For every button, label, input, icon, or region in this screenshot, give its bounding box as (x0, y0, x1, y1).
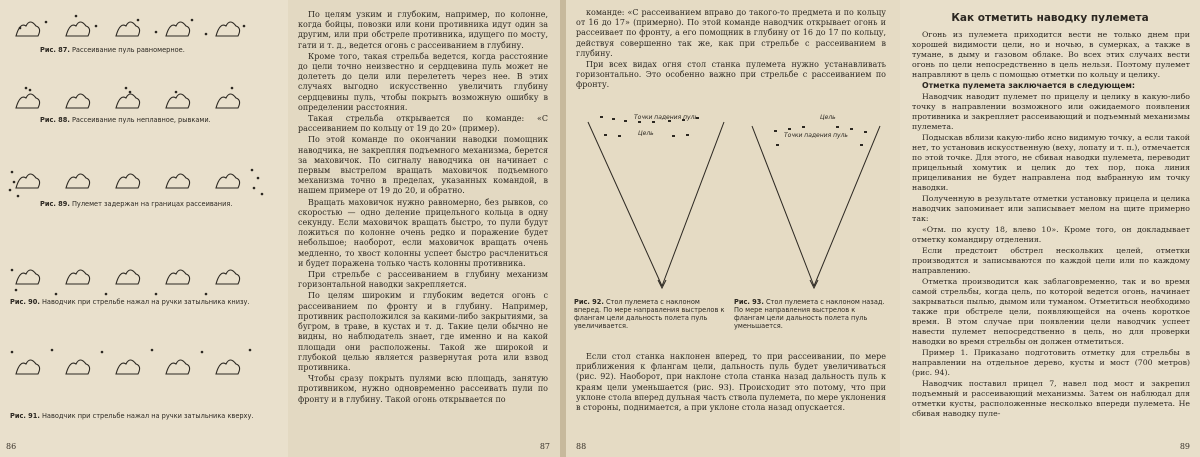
page-88 (566, 0, 900, 457)
text-column-87 (298, 10, 548, 406)
paragraph: При всех видах огня стол станка пулемета нужно устанавливать горизонтально. Это особенно важно при стрельбе с рассеиванием по фронту. (576, 60, 886, 90)
paragraph: «Отм. по кусту 18, влево 10». Кроме того, он докладывает отметку командиру отделения. (912, 225, 1190, 244)
figure-87 (6, 8, 286, 48)
page-number-89: 89 (1179, 442, 1190, 451)
page-number-86: 86 (6, 442, 17, 451)
page-number-88: 88 (576, 442, 587, 451)
caption-fig-92: Рис. 92. Стол пулемета с наклоном вперед. По мере направления выстрелов к флангам цели дальность полета пуль увеличивается. (574, 298, 725, 330)
page-number-87: 87 (539, 442, 550, 451)
paragraph: Вращать маховичок нужно равномерно, без рывков, со скоростью — одно деление прицельного кольца в одну секунду. Если маховичок вращать быстро, то пули будут ложиться по колонне очень редко и поражение будет небольшое; наоборот, если маховичок вращать очень медленно, то хвост колонны успеет быстро расчлениться и будет поражена только часть колонны противника. (298, 197, 548, 268)
paragraph: Огонь из пулемета приходится вести не только днем при хорошей видимости цели, но и ночью, в сумерках, а также в тумане, в дыму и газовом облаке. Во всех этих случаях вести огонь по цели непосредственно в цель нельзя. Поэтому пулемет направляют в цель с помощью отметки по кольцу и целику. (912, 30, 1190, 79)
figure-90 (6, 260, 286, 300)
paragraph: По целям широким и глубоким ведется огонь с рассеиванием по фронту и в глубину. Например, противник расположился за какими-либо закрытиями, за бугром, в траве, в кустах и т. д. Такие цели обычно не видны, но наблюдатель знает, где именно и на какой площади они расположены. Такой же широкой и глубокой целью является развернутая рота или взвод противника. (298, 291, 548, 372)
paragraph: команде: «С рассеиванием вправо до такого-то предмета и по кольцу от 16 до 17» (примерно). По этой команде наводчик открывает огонь и рассеивает по фронту, а его помощник в глубину от 16 до 17 по кольцу, действуя совершенно так же, как при стрельбе с рассеиванием в глубину. (576, 8, 886, 58)
paragraph: По этой команде по окончании наводки помощник наводчика, не закрепляя подъемного механизма, берется за маховичок. По сигналу наводчика он начинает с первым выстрелом вращать маховичок подъемного механизма точно в пределах, указанных командой, в нашем примере от 19 до 20, и обратно. (298, 135, 548, 196)
figure-88 (6, 78, 286, 118)
paragraph: При стрельбе с рассеиванием в глубину механизм горизонтальной наводки закрепляется. (298, 270, 548, 290)
text-column-88-bottom (576, 352, 886, 414)
paragraph: По целям узким и глубоким, например, по колонне, когда бойцы, повозки или кони противника идут один за другим, или при обстреле противника, идущего по мосту, гати и т. д., ведется огонь с рассеиванием в глубину. (298, 10, 548, 50)
paragraph: Кроме того, такая стрельба ведется, когда расстояние до цели точно неизвестно и сердцевина пуль может не долететь до цели или перелететь через нее. В этих случаях выгодно искусственно увеличить глубину сердцевины пуль, чтобы покрыть возможную ошибку в определении расстояния. (298, 51, 548, 112)
paragraph: Полученную в результате отметки установку прицела и целика наводчик запоминает или записывает мелом на щите примерно так: (912, 194, 1190, 223)
label-target-left: Цель (638, 130, 654, 137)
paragraph: Наводчик поставил прицел 7, навел под мост и закрепил подъемный и рассеивающий механизмы. Затем он наблюдал для отметки кусты, расположенные несколько впереди пулемета. Не сбивая наводку пуле- (912, 379, 1190, 418)
caption-fig-87: Рис. 87. Рассеивание пуль равномерное. (40, 46, 185, 54)
page-89 (900, 0, 1200, 457)
caption-fig-91: Рис. 91. Наводчик при стрельбе нажал на ручки затыльника кверху. (10, 412, 254, 420)
paragraph: Пример 1. Приказано подготовить отметку для стрельбы в направлении на отдельное дерево, кусты и мост (700 метров) (рис. 94). (912, 348, 1190, 377)
paragraph: Если стол станка наклонен вперед, то при рассеивании, по мере приближения к флангам цели, дальность пуль будет увеличиваться (рис. 92). Наоборот, при наклоне стола станка назад дальность пуль к краям цели уменьшается (рис. 93). Происходит это потому, что при уклоне стола вперед дульная часть ствола пулемета, по мере уклонения в стороны, поднимается, а при уклоне стола назад опускается. (576, 352, 886, 413)
caption-fig-93: Рис. 93. Стол пулемета с наклоном назад. По мере направления выстрелов к флангам цели дальность полета пуль уменьшается. (734, 298, 885, 330)
paragraph: Отметка производится как заблаговременно, так и во время самой стрельбы, когда цель, по которой ведется огонь, начинает закрываться пылью, дымом или туманом. Отметиться необходимо также при обстреле цели, появляющейся на очень короткое время. В этом случае при появлении цели наводчик успеет навести пулемет непосредственно в цель, но для проверки наводки во время стрельбы он должен отметиться. (912, 277, 1190, 346)
paragraph: Чтобы сразу покрыть пулями всю площадь, занятую противником, нужно одновременно рассеивать пули по фронту и в глубину. Такой огонь открывается по (298, 374, 548, 404)
page-87 (288, 0, 560, 457)
paragraph: Подыскав вблизи какую-либо ясно видимую точку, а если такой нет, то установив искусственную (веху, лопату и т. п.), отмечается по этой точке. Для этого, не сбивая наводки пулемета, переводит прицельный хомутик и целик до тех пор, пока линия прицеливания не будет направлена под выбранную им точку наводки. (912, 133, 1190, 192)
caption-fig-90: Рис. 90. Наводчик при стрельбе нажал на ручки затыльника книзу. (10, 298, 250, 306)
figure-91 (6, 340, 286, 380)
caption-fig-89: Рис. 89. Пулемет задержан на границах рассеивания. (40, 200, 233, 208)
label-points-left: Точки падения пуль (634, 114, 698, 121)
text-column-89 (912, 30, 1190, 420)
paragraph: Такая стрельба открывается по команде: «С рассеиванием по кольцу от 19 до 20» (пример). (298, 114, 548, 134)
paragraph: Отметка пулемета заключается в следующем: (922, 81, 1135, 90)
page-86 (0, 0, 288, 457)
page-title: Как отметить наводку пулемета (951, 12, 1149, 24)
label-points-right: Точки падения пуль (784, 132, 848, 139)
paragraph: Если предстоит обстрел нескольких целей, отметки производятся и записываются по каждой цели или по каждому направлению. (912, 246, 1190, 275)
paragraph: Наводчик наводит пулемет по прицелу и целику в какую-либо точку в направлении возможного или ожидаемого появления противника и закрепляет рассеивающий и подъемный механизмы пулемета. (912, 92, 1190, 131)
label-target-right: Цель (820, 114, 836, 121)
figure-89 (6, 158, 286, 202)
text-column-88-top (576, 8, 886, 92)
caption-fig-88: Рис. 88. Рассеивание пуль неплавное, рывками. (40, 116, 211, 124)
